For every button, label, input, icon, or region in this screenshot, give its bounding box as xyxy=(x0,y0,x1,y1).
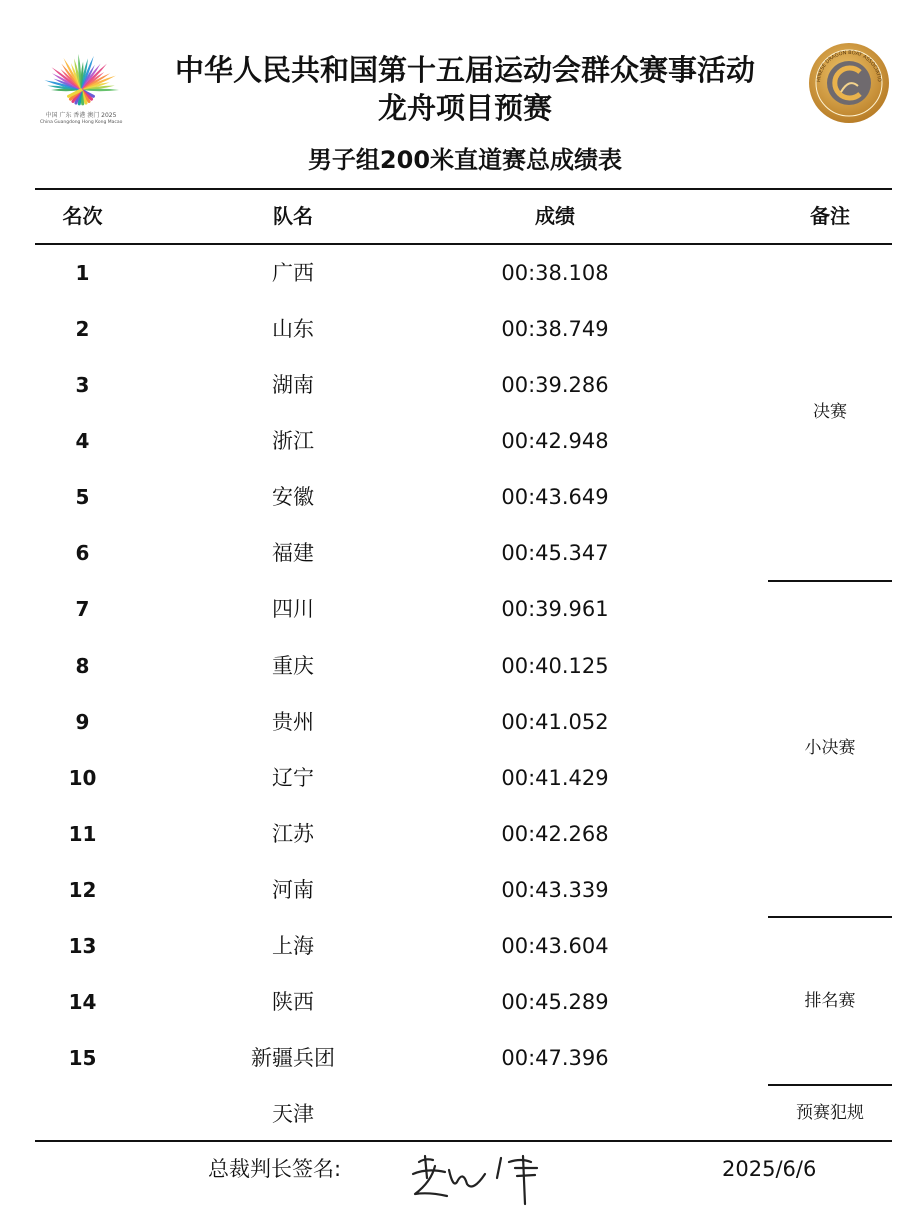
team-cell: 安徽 xyxy=(272,485,314,509)
table-row xyxy=(35,245,768,301)
table-row xyxy=(35,750,768,806)
team-cell: 江苏 xyxy=(272,822,314,846)
table-row xyxy=(35,469,768,525)
table-row xyxy=(35,806,768,862)
score-cell: 00:38.108 xyxy=(501,261,609,285)
rank-cell: 14 xyxy=(68,990,97,1014)
table-row xyxy=(35,862,768,918)
games-emblem-icon xyxy=(40,38,122,110)
svg-text:CHINESE DRAGON BOAT ASSOCIATIO: HINESE DRAGON BOAT ASSOCIATIO xyxy=(815,49,883,83)
group-divider xyxy=(768,1084,892,1086)
team-cell: 湖南 xyxy=(272,373,314,397)
table-row xyxy=(35,918,768,974)
team-cell: 陕西 xyxy=(272,990,314,1014)
page-title-line2: 龙舟项目预赛 xyxy=(377,91,552,125)
score-cell: 00:38.749 xyxy=(501,317,609,341)
score-cell: 00:43.649 xyxy=(501,485,609,509)
table-row xyxy=(35,694,768,750)
rank-cell: 4 xyxy=(75,429,90,453)
team-cell: 浙江 xyxy=(272,429,314,453)
score-cell: 00:43.604 xyxy=(501,934,609,958)
table-row xyxy=(35,413,768,469)
group-divider xyxy=(768,580,892,582)
score-cell: 00:39.286 xyxy=(501,373,609,397)
page-subtitle: 男子组200米直道赛总成绩表 xyxy=(307,146,623,174)
score-cell: 00:43.339 xyxy=(501,878,609,902)
team-cell: 四川 xyxy=(272,597,314,621)
score-cell: 00:41.429 xyxy=(501,766,609,790)
page-title-line1: 中华人民共和国第十五届运动会群众赛事活动 xyxy=(174,53,755,87)
dragon-boat-association-logo xyxy=(808,42,890,124)
logo-caption-line1: 中国 广东 香港 澳门 2025 xyxy=(45,112,117,119)
column-header-rank: 名次 xyxy=(62,204,103,228)
note-foul: 预赛犯规 xyxy=(796,1103,864,1123)
table-row xyxy=(35,1030,768,1086)
table-row xyxy=(35,301,768,357)
table-row xyxy=(35,581,768,637)
team-cell: 河南 xyxy=(272,878,314,902)
rank-cell: 3 xyxy=(75,373,90,397)
score-cell: 00:39.961 xyxy=(501,597,609,621)
team-cell: 天津 xyxy=(272,1102,314,1126)
rank-cell: 11 xyxy=(68,822,97,846)
note-ranking: 排名赛 xyxy=(804,991,856,1011)
logo-caption-line2: China Guangdong Hong Kong Macao xyxy=(40,120,123,125)
score-cell: 00:40.125 xyxy=(501,654,609,678)
rank-cell: 9 xyxy=(75,710,90,734)
group-divider xyxy=(768,916,892,918)
association-seal-icon xyxy=(808,42,890,124)
rank-cell: 7 xyxy=(75,597,90,621)
table-bottom-rule xyxy=(35,1140,892,1142)
table-row xyxy=(35,974,768,1030)
logo-caption xyxy=(40,112,122,126)
rank-cell: 1 xyxy=(75,261,90,285)
score-cell: 00:45.347 xyxy=(501,541,609,565)
table-row xyxy=(35,357,768,413)
rank-cell: 15 xyxy=(68,1046,97,1070)
score-cell: 00:47.396 xyxy=(501,1046,609,1070)
score-cell: 00:42.268 xyxy=(501,822,609,846)
rank-cell: 5 xyxy=(75,485,90,509)
rank-cell: 12 xyxy=(68,878,97,902)
column-header-team: 队名 xyxy=(273,204,313,228)
team-cell: 山东 xyxy=(272,317,314,341)
team-cell: 新疆兵团 xyxy=(251,1046,335,1070)
team-cell: 辽宁 xyxy=(272,766,314,790)
rank-cell: 2 xyxy=(75,317,90,341)
rank-cell: 8 xyxy=(75,654,90,678)
team-cell: 贵州 xyxy=(272,710,314,734)
table-row xyxy=(35,1086,768,1142)
team-cell: 上海 xyxy=(272,934,314,958)
team-cell: 重庆 xyxy=(272,654,314,678)
score-cell: 00:41.052 xyxy=(501,710,609,734)
column-header-note: 备注 xyxy=(810,204,850,228)
table-top-rule xyxy=(35,188,892,190)
score-cell: 00:42.948 xyxy=(501,429,609,453)
rank-cell: 13 xyxy=(68,934,97,958)
table-row xyxy=(35,638,768,694)
games-logo xyxy=(40,38,122,128)
column-header-score: 成绩 xyxy=(535,204,575,228)
note-small-final: 小决赛 xyxy=(804,738,856,758)
team-cell: 广西 xyxy=(272,261,314,285)
signature-date: 2025/6/6 xyxy=(722,1157,817,1181)
signature-label: 总裁判长签名: xyxy=(208,1157,342,1181)
table-row xyxy=(35,525,768,581)
rank-cell: 6 xyxy=(75,541,90,565)
note-final: 决赛 xyxy=(813,402,847,422)
handwritten-signature xyxy=(405,1148,555,1206)
team-cell: 福建 xyxy=(272,541,314,565)
rank-cell: 10 xyxy=(68,766,97,790)
score-cell: 00:45.289 xyxy=(501,990,609,1014)
